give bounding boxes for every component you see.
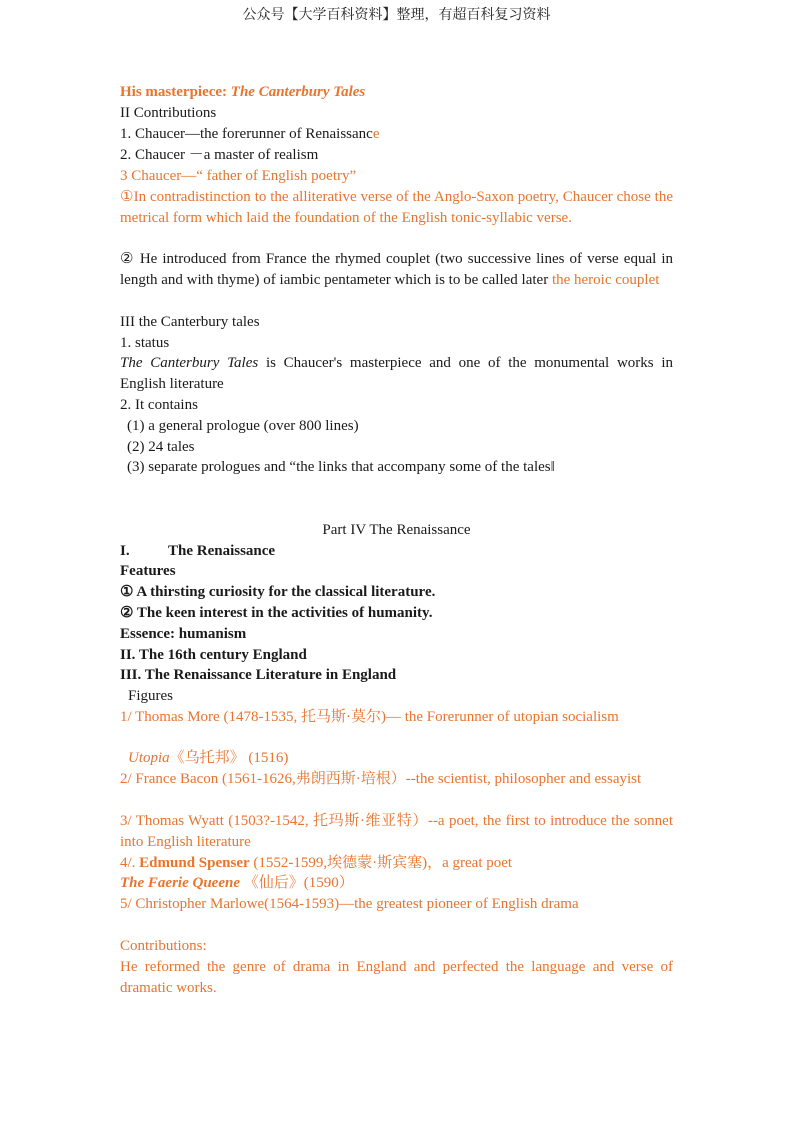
utopia-line <box>128 748 688 769</box>
contains-item-2: (2) 24 tales <box>127 439 195 455</box>
contributions-heading: II Contributions <box>120 105 217 121</box>
masterpiece-heading <box>120 82 680 103</box>
figures-heading: Figures <box>128 688 173 704</box>
contribution-1-suffix: e <box>372 126 380 142</box>
faerie-queene-detail: 《仙后》(1590） <box>239 875 354 891</box>
contribution-1-text: 1. Chaucer—the forerunner of Renaissanc <box>120 126 373 142</box>
essence-line: Essence: humanism <box>120 626 247 642</box>
figure-bacon: 2/ France Bacon (1561-1626,弗朗西斯·培根）--the scientist, philosopher and essayist <box>120 771 642 787</box>
renaissance-heading <box>120 541 680 562</box>
figure-spenser <box>120 853 680 874</box>
marlowe-contributions-heading: Contributions: <box>120 938 207 954</box>
sixteenth-century-heading: II. The 16th century England <box>120 647 307 663</box>
renaissance-title: The Renaissance <box>168 543 276 559</box>
contribution-2: 2. Chaucer －a master of realism <box>120 147 319 163</box>
feature-2: ② The keen interest in the activities of humanity. <box>120 605 433 621</box>
contains-item-1: (1) a general prologue (over 800 lines) <box>127 418 359 434</box>
figure-marlowe: 5/ Christopher Marlowe(1564-1593)—the greatest pioneer of English drama <box>120 896 579 912</box>
renaissance-literature-heading: III. The Renaissance Literature in England <box>120 667 397 683</box>
canterbury-section-heading: III the Canterbury tales <box>120 314 260 330</box>
masterpiece-title: The Canterbury Tales <box>230 84 366 100</box>
faerie-queene-line <box>120 873 680 894</box>
page-header: 公众号【大学百科资料】整理，有超百科复习资料 <box>242 8 551 23</box>
contains-heading: 2. It contains <box>120 397 198 413</box>
features-heading: Features <box>120 563 176 579</box>
faerie-queene-title: The Faerie Queene <box>120 875 240 891</box>
masterpiece-label: His masterpiece: <box>120 84 231 100</box>
contains-item-3: (3) separate prologues and “the links that accompany some of the tales‖ <box>127 459 555 475</box>
canterbury-title: The Canterbury Tales <box>120 355 259 371</box>
status-description: is Chaucer's masterpiece and one of the monumental works in English literature <box>120 355 673 392</box>
spenser-number: 4/. <box>120 855 140 871</box>
renaissance-numeral: I. <box>120 543 130 559</box>
utopia-title: Utopia <box>128 750 170 766</box>
feature-1: ① A thirsting curiosity for the classical literature. <box>120 584 436 600</box>
contribution-3-point-1: ①In contradistinction to the alliterative verse of the Anglo-Saxon poetry, Chaucer chose the metrical form which laid the foundation of the English tonic-syllabic verse. <box>120 189 673 226</box>
status-heading: 1. status <box>120 335 170 351</box>
figure-more: 1/ Thomas More (1478-1535, 托马斯·莫尔)— the Forerunner of utopian socialism <box>120 709 619 725</box>
figure-wyatt: 3/ Thomas Wyatt (1503?-1542, 托玛斯·维亚特）--a poet, the first to introduce the sonnet into English literature <box>120 813 673 850</box>
marlowe-contributions-text: He reformed the genre of drama in England and perfected the language and verse of dramatic works. <box>120 959 673 996</box>
point-2-text: ② He introduced from France the rhymed couplet (two successive lines of verse equal in length and with thyme) of iambic pentameter which is to be called later <box>120 251 673 288</box>
utopia-detail: 《乌托邦》 (1516) <box>169 750 289 766</box>
heroic-couplet-term: the heroic couplet <box>551 272 660 288</box>
part-title: Part IV The Renaissance <box>322 522 471 538</box>
contribution-1 <box>120 124 680 145</box>
contribution-3: 3 Chaucer—“ father of English poetry” <box>120 168 357 184</box>
contribution-3-point-2 <box>120 249 673 291</box>
status-text <box>120 353 673 395</box>
spenser-name: Edmund Spenser <box>139 855 250 871</box>
spenser-detail: (1552-1599,埃德蒙·斯宾塞)，a great poet <box>249 855 513 871</box>
